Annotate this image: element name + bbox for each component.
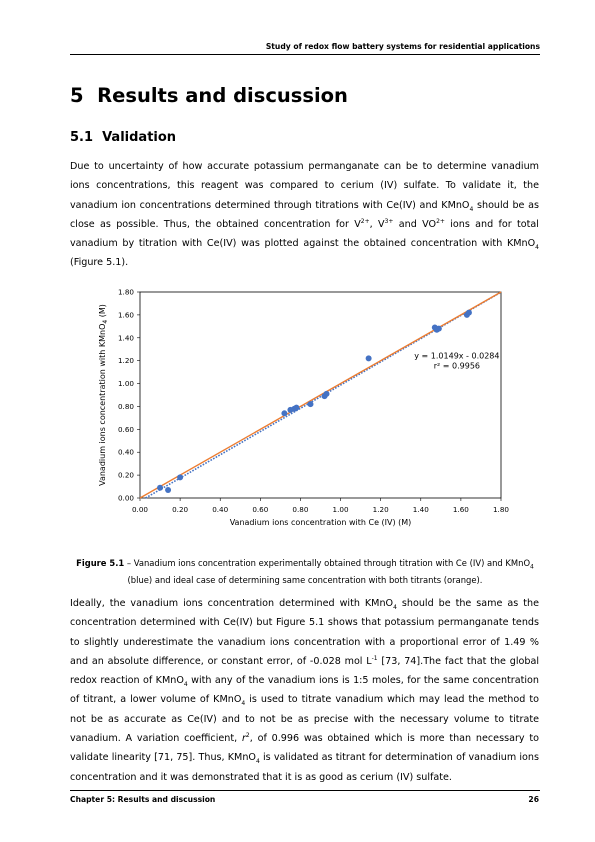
x-tick-label: 0.40: [212, 505, 229, 514]
para1-sub: 4: [469, 205, 474, 213]
section-heading: 5.1 Validation: [70, 130, 177, 145]
para1-sub: 4: [535, 244, 539, 252]
y-tick-label: 1.60: [117, 310, 134, 320]
para2-sub: 4: [241, 700, 246, 708]
y-tick-label: 1.00: [117, 379, 134, 389]
para1-text: and VO: [393, 218, 437, 230]
data-point: [307, 401, 313, 407]
x-axis-title: Vanadium ions concentration with Ce (IV) (M): [229, 518, 412, 527]
trendline-equation: y = 1.0149x - 0.0284: [414, 351, 500, 361]
page-number: 26: [528, 795, 539, 804]
x-tick-label: 1.20: [372, 505, 389, 514]
x-tick-label: 1.60: [452, 505, 469, 514]
ideal-line: [140, 292, 501, 498]
data-point: [466, 310, 472, 316]
chapter-heading: 5 Results and discussion: [70, 84, 348, 107]
y-tick-label: 1.20: [117, 356, 134, 366]
para2-sup: -1: [371, 654, 378, 662]
r-squared-label: r² = 0.9956: [433, 361, 481, 371]
para1-text: Due to uncertainty of how accurate potassium permanganate can be to determine vanadium ions concentrations, this reagent was compared to cerium (IV) sulfate. To validate it, the vanadium ion concentrations determined through titrations with Ce(IV) and KMnO: [70, 161, 539, 211]
para2-sup: 2: [245, 731, 250, 739]
y-axis-title: Vanadium ions concentration with KMnO$_4$ (M): [98, 304, 109, 486]
para2-text: , of 0.996 was obtained which is more than necessary to validate linearity [71, 75]. Thus, KMnO: [70, 733, 539, 764]
para2-sub: 4: [393, 603, 397, 611]
paragraph-validation-intro: [70, 157, 539, 273]
figure-caption: [72, 555, 538, 589]
x-tick-label: 0.00: [131, 505, 149, 514]
data-point: [157, 485, 163, 491]
paragraph-discussion: [70, 594, 539, 787]
para2-text: is validated as titrant for determination of vanadium ions concentration and it was demonstrated that it is as good as cerium (IV) sulfate.: [70, 752, 540, 783]
y-tick-label: 0.80: [117, 401, 134, 411]
data-point: [165, 487, 171, 493]
para1-text: , V: [369, 218, 385, 230]
caption-label: Figure 5.1: [76, 558, 125, 568]
data-point: [177, 474, 183, 480]
data-point: [324, 391, 330, 397]
para1-text: should be as close as possible. Thus, the obtained concentration for V: [70, 199, 539, 230]
x-tick-label: 1.40: [412, 505, 429, 514]
para1-sup: 2+: [436, 217, 445, 225]
x-tick-label: 0.60: [252, 505, 269, 514]
para1-sup: 3+: [384, 217, 394, 225]
para2-sub: 4: [255, 758, 260, 766]
caption-text: (blue) and ideal case of determining same concentration with both titrants (orange).: [127, 575, 483, 585]
para1-text: ions and for total vanadium by titration with Ce(IV) was plotted against the obtained concentration with KMnO: [70, 218, 539, 250]
y-tick-label: 1.40: [117, 333, 134, 343]
caption-sub: 4: [530, 563, 534, 571]
caption-text: – Vanadium ions concentration experimentally obtained through titration with Ce (IV) and KMnO: [124, 558, 531, 568]
x-tick-label: 1.80: [492, 505, 510, 514]
para2-text: should be the same as the concentration determined with Ce(IV) but Figure 5.1 shows that potassium permanganate tends to slightly underestimate the vanadium ions concentration with a proportional error of 1.49 % and an absolute difference, or constant error, of -0.028 mol L: [70, 598, 539, 667]
data-point: [293, 405, 299, 411]
y-tick-label: 1.80: [117, 287, 134, 297]
footer-chapter: Chapter 5: Results and discussion: [70, 795, 216, 804]
data-point: [366, 355, 372, 361]
validation-scatter-chart: [95, 282, 515, 532]
y-tick-label: 0.00: [117, 493, 134, 503]
para2-text: [73, 74].The fact that the global redox reaction of KMnO: [70, 655, 540, 687]
y-tick-label: 0.60: [117, 424, 134, 434]
para1-text: (Figure 5.1).: [70, 257, 129, 269]
para2-sub: 4: [183, 681, 188, 689]
footer-rule: [70, 790, 540, 791]
y-tick-label: 0.40: [117, 447, 134, 457]
para2-text: Ideally, the vanadium ions concentration determined with KMnO: [70, 598, 394, 609]
running-header: Study of redox flow battery systems for residential applications: [265, 42, 540, 51]
data-point: [436, 326, 442, 332]
header-rule: [70, 54, 540, 55]
x-tick-label: 0.80: [292, 505, 309, 514]
para2-text: is used to titrate vanadium which may lead the method to not be as accurate as Ce(IV) and to not be as precise with the necessary volume to titrate vanadium. A variation coefficient,: [70, 694, 539, 745]
para1-sup: 2+: [360, 217, 370, 225]
y-tick-label: 0.20: [117, 470, 134, 480]
para2-text: with any of the vanadium ions is 1:5 moles, for the same concentration of titrant, a lower volume of KMnO: [70, 675, 539, 706]
para2-italic: r: [241, 733, 246, 745]
x-tick-label: 1.00: [332, 505, 349, 514]
data-point: [281, 410, 287, 416]
x-tick-label: 0.20: [172, 505, 189, 514]
